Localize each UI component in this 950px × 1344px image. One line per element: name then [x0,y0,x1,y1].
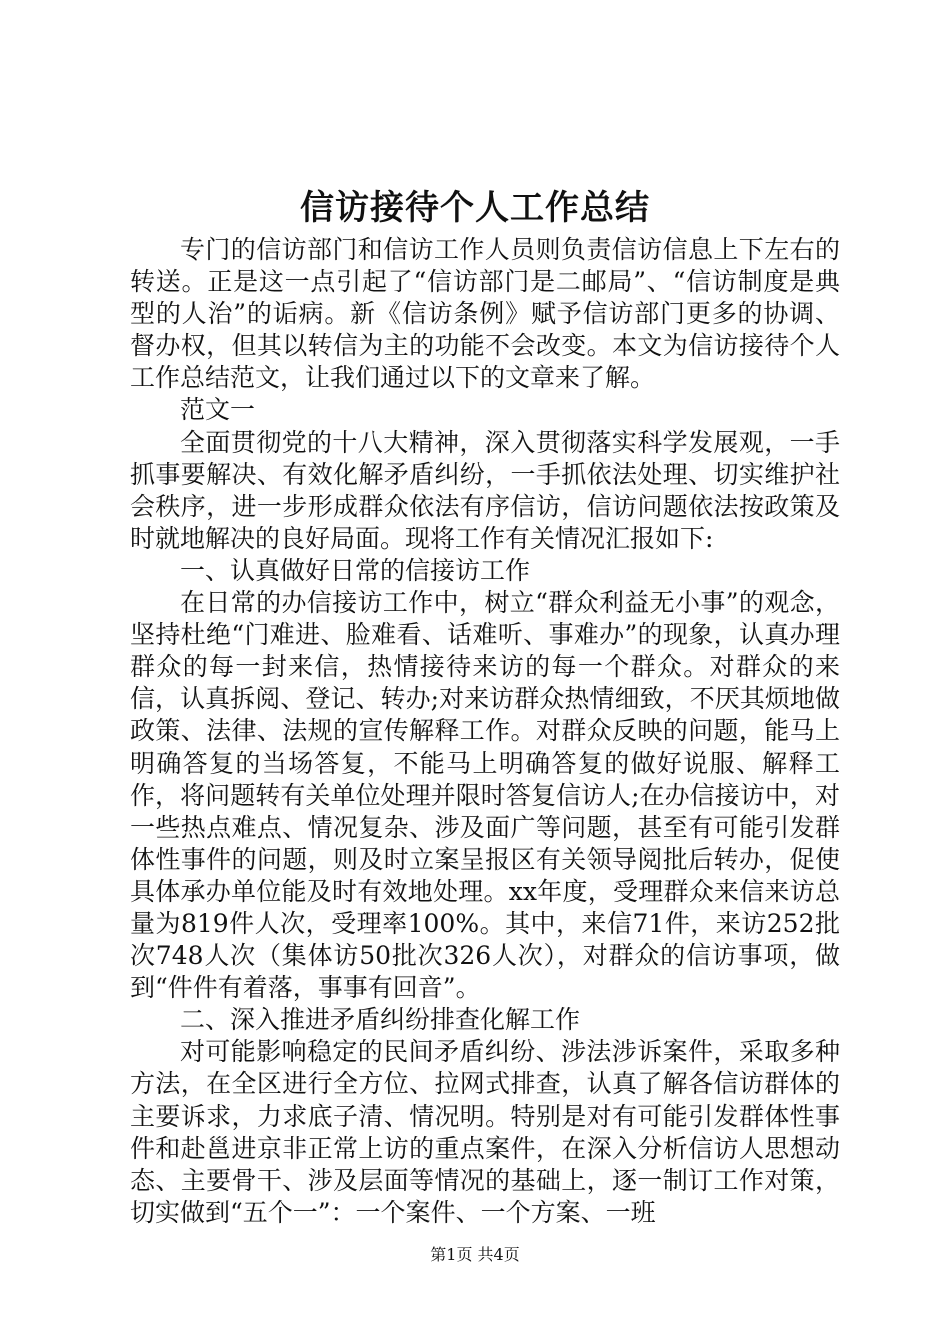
paragraph-overview: 全面贯彻党的十八大精神，深入贯彻落实科学发展观，一手抓事要解决、有效化解矛盾纠纷，一手抓依法处理、切实维护社会秩序，进一步形成群众依法有序信访，信访问题依法按政策及时就地解决的良好局面。现将工作有关情况汇报如下: [130,427,840,553]
document-body [130,234,840,1229]
paragraph-section-1: 在日常的办信接访工作中，树立“群众利益无小事”的观念，坚持杜绝“门难进、脸难看、话难听、事难办”的现象，认真办理群众的每一封来信，热情接待来访的每一个群众。对群众的来信，认真拆阅、登记、转办;对来访群众热情细致，不厌其烦地做政策、法律、法规的宣传解释工作。对群众反映的问题，能马上明确答复的当场答复，不能马上明确答复的做好说服、解释工作，将问题转有关单位处理并限时答复信访人;在办信接访中，对一些热点难点、情况复杂、涉及面广等问题，甚至有可能引发群体性事件的问题，则及时立案呈报区有关领导阅批后转办，促使具体承办单位能及时有效地处理。xx年度，受理群众来信来访总量为819件人次，受理率100%。其中，来信71件，来访252批次748人次（集体访50批次326人次），对群众的信访事项，做到“件件有着落，事事有回音”。 [130,588,840,1003]
document-title: 信访接待个人工作总结 [300,188,650,228]
paragraph-section-2: 对可能影响稳定的民间矛盾纠纷、涉法涉诉案件，采取多种方法，在全区进行全方位、拉网式排查，认真了解各信访群体的主要诉求，力求底子清、情况明。特别是对有可能引发群体性事件和赴邕进京非正常上访的重点案件，在深入分析信访人思想动态、主要骨干、涉及层面等情况的基础上，逐一制订工作对策，切实做到“五个一”：一个案件、一个方案、一班 [130,1037,840,1227]
paragraph-sample-label: 范文一 [180,395,256,425]
page-footer: 第1页 共4页 [430,1245,520,1264]
section-heading-1: 一、认真做好日常的信接访工作 [180,555,531,585]
paragraph-intro: 专门的信访部门和信访工作人员则负责信访信息上下左右的转送。正是这一点引起了“信访部门是二邮局”、“信访制度是典型的人治”的诟病。新《信访条例》赋予信访部门更多的协调、督办权，但其以转信为主的功能不会改变。本文为信访接待个人工作总结范文，让我们通过以下的文章来了解。 [130,235,840,393]
section-heading-2: 二、深入推进矛盾纠纷排查化解工作 [180,1005,581,1035]
